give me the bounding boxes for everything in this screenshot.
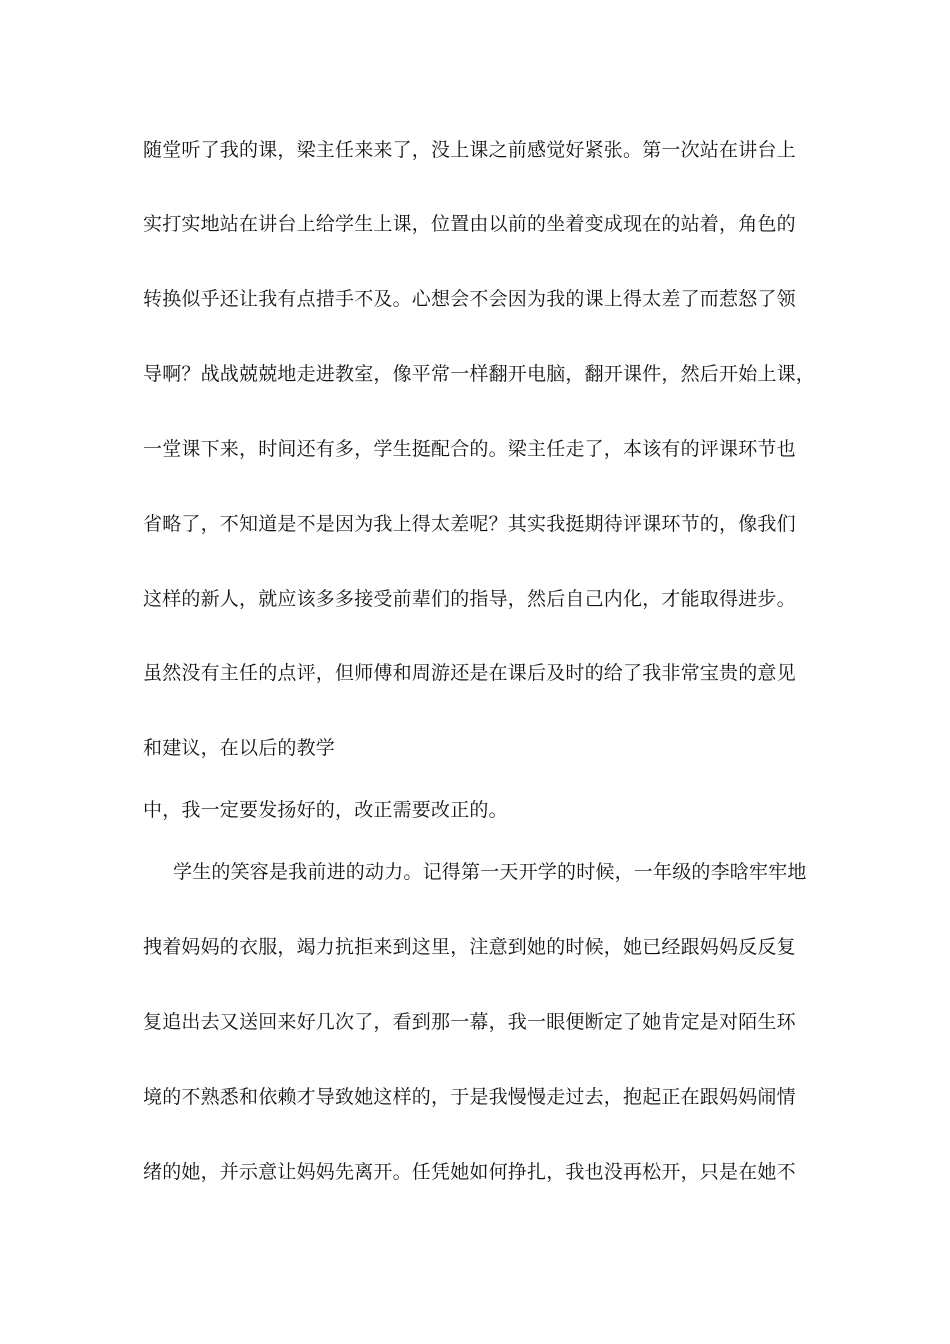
paragraph-2-first-line: 学生的笑容是我前进的动力。记得第一天开学的时候，一年级的李晗牢牢地 — [173, 861, 807, 883]
text-line-12: 拽着妈妈的衣服，竭力抗拒来到这里，注意到她的时候，她已经跟妈妈反反复 — [143, 936, 796, 958]
text-line-14: 境的不熟悉和依赖才导致她这样的，于是我慢慢走过去，抱起正在跟妈妈闹情 — [143, 1086, 796, 1108]
text-line-4: 导啊？战战兢兢地走进教室，像平常一样翻开电脑，翻开课件，然后开始上课， — [143, 363, 816, 385]
text-line-13: 复追出去又送回来好几次了，看到那一幕，我一眼便断定了她肯定是对陌生环 — [143, 1011, 796, 1033]
text-line-8: 虽然没有主任的点评，但师傅和周游还是在课后及时的给了我非常宝贵的意见 — [143, 662, 796, 684]
text-line-9: 和建议，在以后的教学 — [143, 737, 336, 759]
text-line-6: 省略了，不知道是不是因为我上得太差呢？其实我挺期待评课环节的，像我们 — [143, 513, 796, 535]
text-line-10: 中，我一定要发扬好的，改正需要改正的。 — [143, 799, 508, 821]
text-line-15: 绪的她，并示意让妈妈先离开。任凭她如何挣扎，我也没再松开，只是在她不 — [143, 1161, 796, 1183]
text-line-2: 实打实地站在讲台上给学生上课，位置由以前的坐着变成现在的站着，角色的 — [143, 213, 796, 235]
text-line-3: 转换似乎还让我有点措手不及。心想会不会因为我的课上得太差了而惹怒了领 — [143, 288, 796, 310]
text-line-5: 一堂课下来，时间还有多，学生挺配合的。梁主任走了，本该有的评课环节也 — [143, 438, 796, 460]
text-line-1: 随堂听了我的课，梁主任来来了，没上课之前感觉好紧张。第一次站在讲台上 — [143, 139, 796, 161]
text-line-7: 这样的新人，就应该多多接受前辈们的指导，然后自己内化，才能取得进步。 — [143, 588, 796, 610]
